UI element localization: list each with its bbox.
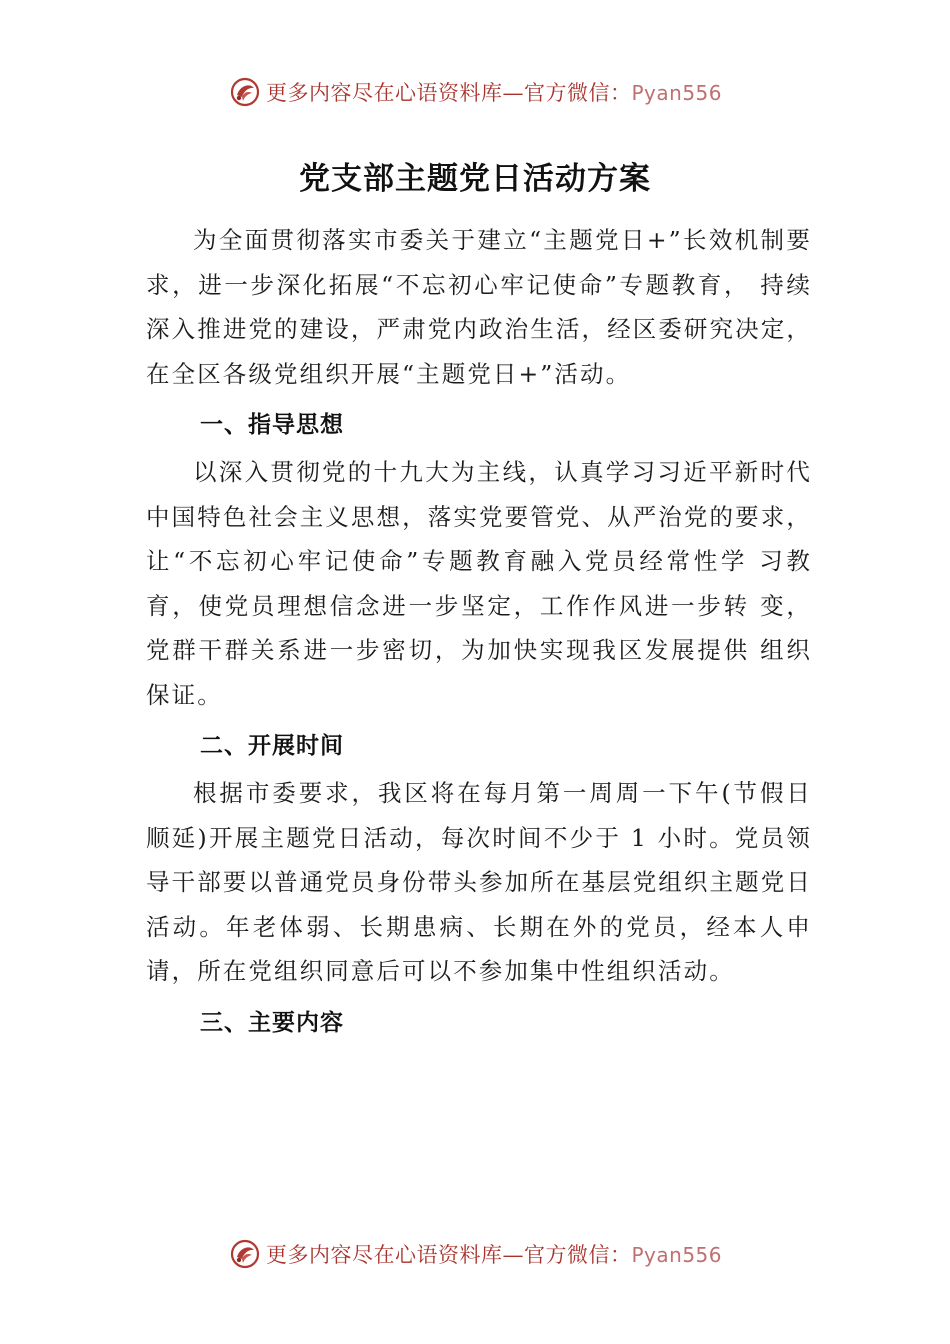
section-heading-guiding-ideology: 一、指导思想: [200, 412, 344, 438]
section-heading-schedule: 二、开展时间: [200, 733, 344, 759]
header-watermark-banner: [0, 70, 950, 114]
section-heading-main-content: 三、主要内容: [200, 1009, 344, 1036]
document-body: [146, 218, 812, 1048]
document-title: 党支部主题党日活动方案: [299, 161, 651, 197]
red-flower-logo-icon: [228, 75, 262, 109]
watermark-wechat-id: Pyan556: [631, 1243, 722, 1267]
watermark-text: [266, 1239, 722, 1269]
section-body-guiding-ideology: 以深入贯彻党的十九大为主线，认真学习习近平新时代中国特色社会主义思想，落实党要管党、从严治党的要求，让“不忘初心牢记使命”专题教育融入党员经常性学 习教育，使党员理想信念进一步坚定，工作作风进一步转 变，党群干群关系进一步密切，为加快实现我区发展提供 组织保证。: [146, 458, 812, 709]
watermark-cn-text: 更多内容尽在心语资料库—官方微信：: [265, 81, 632, 105]
section-body-schedule: 根据市委要求，我区将在每月第一周周一下午(节假日顺延)开展主题党日活动，每次时间不少于 1 小时。党员领导干部要以普通党员身份带头参加所在基层党组织主题党日活动。年老体弱、长期患病、长期在外的党员，经本人申请，所在党组织同意后可以不参加集中性组织活动。: [146, 779, 812, 985]
footer-watermark-banner: [0, 1232, 950, 1276]
intro-paragraph: 为全面贯彻落实市委关于建立“主题党日+”长效机制要求，进一步深化拓展“不忘初心牢记使命”专题教育， 持续深入推进党的建设，严肃党内政治生活，经区委研究决定，在全区各级党组织开展“主题党日+”活动。: [146, 226, 812, 388]
watermark-wechat-id: Pyan556: [631, 81, 722, 105]
watermark-cn-text: 更多内容尽在心语资料库—官方微信：: [265, 1243, 632, 1267]
watermark-text: [266, 77, 722, 107]
red-flower-logo-icon: [228, 1237, 262, 1271]
